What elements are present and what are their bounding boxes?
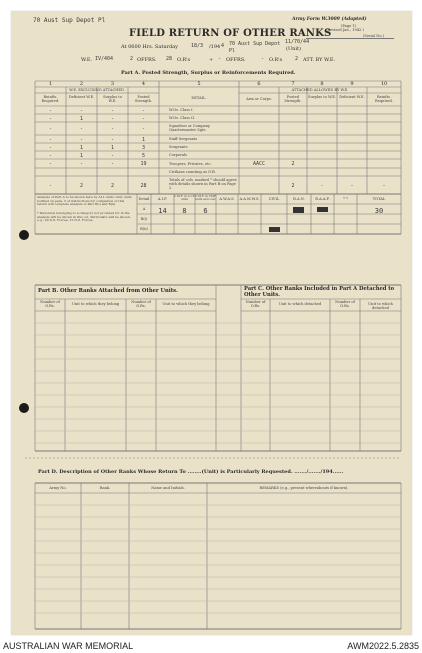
at-hrs-text: At 0600 Hrs. Saturday: [121, 44, 178, 50]
revised-label: (Revised Jan., 1942.): [326, 28, 364, 32]
analysis-a-cmf-cmf: 6: [203, 207, 208, 215]
col-num-6: 6: [257, 81, 261, 87]
detail-row-9: Totals of cols. marked * should agree with details shown in Part B on Page 2: [169, 178, 237, 190]
sub-right-4: Deficient W.E.: [339, 95, 365, 99]
sub-left-1: Reinfts. Required.: [41, 95, 60, 103]
r1-c3: -: [110, 108, 114, 114]
r9-c10: -: [382, 183, 386, 189]
r2-c4: -: [141, 116, 145, 122]
att-typed: 2: [295, 56, 299, 62]
col-num-1: 1: [48, 81, 53, 87]
offrs-label-2: OFFRS.: [226, 57, 246, 63]
ors-typed-2: -: [261, 56, 265, 62]
analysis-row-bii: B(ii): [140, 227, 148, 231]
part-a-title: Part A. Posted Strength, Surplus or Reinforcements Required.: [121, 70, 296, 76]
analysis-note: Analysis of Part A to be shown here by ALL units. Only units notified on para. 3 of instructions for completion of this return will complete analysis of Part B(i) and B(ii).: [37, 195, 132, 207]
col-num-4: 4: [141, 81, 146, 87]
part-b-title: Part B. Other Ranks Attached from Other Units.: [38, 288, 178, 294]
offrs-typed-2: -: [218, 56, 222, 62]
part-b-h-number-2: Number of O.Rs.: [131, 300, 151, 308]
group-left-heading: W.E. EXCLUDING ATTACHED.: [69, 88, 125, 92]
r3-c2: -: [79, 126, 83, 132]
part-c-title: Part C. Other Ranks Included in Part A Detached to Other Units.: [244, 286, 395, 298]
unit-label: (Unit): [286, 46, 301, 52]
analysis-a-total: 30: [374, 207, 384, 215]
r5-c1: -: [48, 145, 52, 151]
r2-c1: -: [48, 116, 52, 122]
detail-row-7: Troopers, Privates, etc.: [169, 162, 212, 166]
r4-c1: -: [48, 137, 52, 143]
r4-c3: -: [110, 137, 114, 143]
analysis-h-awas: A.W.A.S.: [219, 197, 235, 201]
redaction-mark-2: [317, 207, 328, 212]
r6-c1: -: [48, 153, 52, 159]
r2-c2: 1: [79, 116, 83, 122]
r5-c2: 1: [79, 145, 83, 151]
ors-label-2: O.R's: [269, 57, 283, 63]
analysis-row-bi: B(i): [140, 217, 148, 221]
r1-c1: -: [48, 108, 52, 114]
col-num-8: 8: [320, 81, 324, 87]
part-d-h-name: Name and Initials.: [151, 486, 185, 490]
unit-typed-2: 70 Aust Sup Depot Pl: [229, 41, 281, 54]
redaction-mark-3: [269, 227, 280, 232]
detail-row-4: Staff Sergeants: [169, 137, 198, 141]
page-title: FIELD RETURN OF OTHER RANKS: [129, 28, 332, 39]
r9-c7: 2: [291, 183, 295, 189]
r9-c3: 2: [110, 183, 114, 189]
r9-c9: -: [350, 183, 354, 189]
part-c-h-unit-1: Unit to which detached: [278, 302, 322, 306]
analysis-a-cmf-aif: 8: [182, 207, 187, 215]
col-num-9: 9: [350, 81, 354, 87]
part-d-h-rank: Rank.: [99, 486, 111, 490]
sub-left-3: Surplus to W.E.: [103, 95, 122, 103]
part-c-h-number-1: Number of O.Rs.: [245, 300, 266, 308]
col-num-10: 10: [380, 81, 388, 87]
r6-c4: 5: [141, 153, 145, 159]
col-num-2: 2: [79, 81, 84, 87]
we-typed: IV/404: [95, 56, 114, 62]
detail-row-8: Civilians counting as O.R.: [169, 170, 216, 174]
sub-right-2: Posted Strength.: [284, 95, 302, 103]
footer-right: AWM2022.5.2835: [347, 641, 419, 651]
detail-heading: DETAIL.: [191, 96, 207, 100]
r7-c3: -: [110, 161, 114, 167]
analysis-note-2: * Personnel belonging to a category not provided for in the analysis will be shown in this col. Particulars will be shown, e.g.: 20 U.S. Forces; 15 N.Z. Forces.: [37, 211, 131, 223]
form-sheet: [11, 11, 412, 635]
date-typed: 18/3: [191, 43, 204, 49]
part-b-h-unit-2: Unit to which they belong: [162, 302, 210, 306]
r7-c2: -: [79, 161, 83, 167]
r9-c1: -: [48, 183, 52, 189]
r1-c2: -: [79, 108, 83, 114]
sub-right-1: Arm or Corps.: [246, 97, 272, 101]
group-right-heading: ATTACHED ALLOWED BY W.E.: [291, 88, 349, 92]
part-d-h-remarks: REMARKS (e.g., present whereabouts if known).: [259, 486, 349, 490]
ors-typed: 28: [166, 56, 173, 62]
col-num-7: 7: [291, 81, 295, 87]
sub-left-4: Posted Strength.: [134, 95, 153, 103]
detail-row-6: Corporals: [169, 153, 187, 157]
serial-label: (Serial No.): [363, 34, 385, 38]
page-label: (Page 1): [341, 24, 357, 28]
r5-c3: 1: [110, 145, 114, 151]
analysis-h-aamws: A.A.M.W.S.: [239, 197, 260, 201]
analysis-h-cmf-cmf: C.M.F. in CMF units and over: [195, 194, 216, 201]
form-name: Army Form W.3009 (Adapted): [292, 17, 367, 22]
detail-row-5: Sergeants: [169, 145, 188, 149]
col-num-3: 3: [110, 81, 115, 87]
r6-c2: 1: [79, 153, 83, 159]
part-c-h-unit-2: Unit to which detached: [368, 302, 393, 310]
offrs-typed: 2: [130, 56, 134, 62]
redaction-mark-1: [293, 207, 304, 213]
r4-c4: 1: [141, 137, 145, 143]
r3-c4: -: [141, 126, 145, 132]
r4-c2: -: [79, 137, 83, 143]
part-a-grid: [11, 11, 412, 635]
plus-sign: +: [209, 57, 214, 63]
analysis-h-cmf-aif: C.M.F. in A.I.F. units: [174, 194, 195, 201]
r1-c4: -: [141, 108, 145, 114]
footer-left: AUSTRALIAN WAR MEMORIAL: [3, 641, 134, 651]
att-label: ATT. BY W.E.: [303, 57, 336, 63]
analysis-h-total: TOTAL: [372, 197, 386, 201]
detail-row-1: W.Os. Class I.: [169, 108, 194, 112]
return-number: 11/70/44: [285, 39, 310, 45]
ors-label: O.R's: [177, 57, 191, 63]
r2-c3: -: [110, 116, 114, 122]
analysis-h-raaf: R.A.A.F.: [315, 197, 330, 201]
col-num-5: 5: [197, 81, 201, 87]
sub-right-3: Surplus to W.E.: [308, 95, 336, 99]
r7-c7: 2: [291, 161, 295, 167]
r9-c8: -: [320, 183, 324, 189]
analysis-h-other: * *: [343, 197, 348, 201]
sub-right-5: Reinfts. Required.: [375, 95, 393, 103]
part-d-h-army-no: Army No.: [49, 486, 67, 490]
r9-c4: 28: [140, 183, 147, 189]
analysis-h-ran: R.A.N.: [293, 197, 305, 201]
analysis-a-aif: 14: [158, 207, 167, 215]
part-d-title: Part D. Description of Other Ranks Whose Return To ........(Unit) is Particularly Requested. ......./......./194......: [38, 469, 344, 475]
r3-c1: -: [48, 126, 52, 132]
r3-c3: -: [110, 126, 114, 132]
analysis-row-a: A: [142, 207, 146, 211]
year-typed: 4: [221, 43, 225, 49]
sub-left-2: Deficient W.E.: [68, 95, 95, 99]
part-b-h-number-1: Number of O.Rs.: [40, 300, 60, 308]
year-label: /194: [209, 44, 221, 50]
analysis-h-aif: A.I.F.: [157, 197, 168, 201]
r7-c4: 19: [140, 161, 147, 167]
we-label: W.E.: [81, 57, 93, 63]
r6-c3: -: [110, 153, 114, 159]
analysis-row-detail: Detail: [138, 197, 150, 201]
part-c-h-number-2: Number of O.Rs.: [335, 300, 355, 308]
r7-arm: AACC: [252, 161, 266, 167]
analysis-h-civil: CIVIL: [268, 197, 280, 201]
detail-row-2: W.Os. Class II.: [169, 116, 196, 120]
r5-c4: 3: [141, 145, 145, 151]
part-b-h-unit-1: Unit to which they belong: [71, 302, 120, 306]
r7-c1: -: [48, 161, 52, 167]
offrs-label: OFFRS.: [137, 57, 157, 63]
detail-row-3: Squadron or Company Quartermaster Sgts.: [169, 124, 210, 132]
r9-c2: 2: [79, 183, 83, 189]
unit-typed: 70 Aust Sup Depot Pl: [33, 17, 106, 24]
